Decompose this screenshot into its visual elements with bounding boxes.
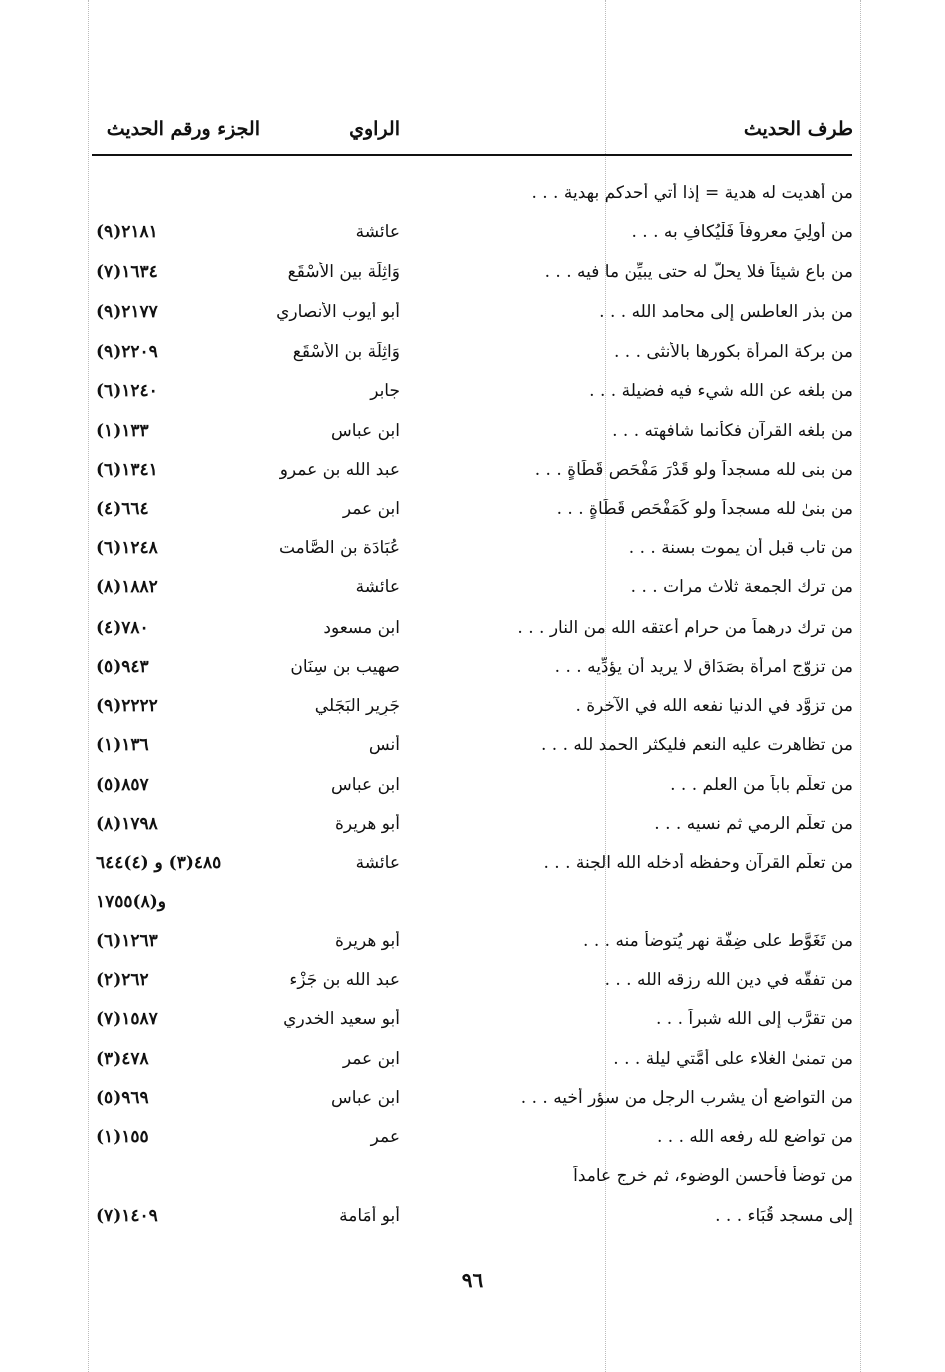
narrator-name: ابن عباس <box>330 421 400 441</box>
hadith-reference: ١٢٤٠(٦) <box>96 381 158 401</box>
hadith-text: من تمنىٰ الغلاء على أُمَّتي ليلة . . . <box>613 1049 853 1069</box>
hadith-reference: ٤٨٥(٣) و (٤)٦٤٤ <box>96 853 222 873</box>
table-row <box>0 1043 945 1077</box>
hadith-reference: ٤٧٨(٣) <box>96 1049 149 1069</box>
hadith-reference: ٩٦٩(٥) <box>96 1088 149 1108</box>
hadith-text: من توضأ فأحسن الوضوء، ثم خرج عامداً <box>573 1166 853 1186</box>
table-row <box>0 415 945 449</box>
hadith-text: من بنىٰ لله مسجداً ولو كَمَفْحَصِ قَطَاةٍ . . . <box>556 499 853 519</box>
table-row <box>0 216 945 250</box>
hadith-reference: ١٣٦(١) <box>96 735 149 755</box>
hadith-text: من تزوَّد في الدنيا نفعه الله في الآخرة . <box>575 696 853 716</box>
hadith-reference: ١٤٠٩(٧) <box>96 1206 158 1226</box>
table-row <box>0 690 945 724</box>
hadith-text: من ترك الجمعة ثلاث مرات . . . <box>630 577 853 597</box>
table-row <box>0 296 945 330</box>
narrator-name: أبو أُمَامة <box>339 1206 400 1226</box>
hadith-text: من تَغَوَّط على ضِفَّة نهر يُتوضأ منه . . . <box>583 931 853 951</box>
hadith-reference: ١٣٤١(٦) <box>96 460 158 480</box>
table-row <box>0 454 945 488</box>
narrator-name: عبد الله بن عمرو <box>279 460 400 480</box>
hadith-reference: ٨٥٧(٥) <box>96 775 149 795</box>
page-number: ٩٦ <box>461 1268 484 1292</box>
hadith-text: من تعلَّم باباً من العلم . . . <box>670 775 853 795</box>
hadith-text: إلى مسجد قُبَاء . . . <box>715 1206 853 1226</box>
hadith-reference: و(٨)١٧٥٥ <box>96 892 166 912</box>
column-header-reference: الجزء ورقم الحديث <box>106 118 260 140</box>
narrator-name: ابن مسعود <box>323 618 400 638</box>
narrator-name: ابن عباس <box>330 775 400 795</box>
table-row <box>0 651 945 685</box>
table-row <box>0 729 945 763</box>
hadith-text: من بذر العاطس إلى محامد الله . . . <box>599 302 853 322</box>
narrator-name: جابر <box>370 381 400 401</box>
table-row <box>0 964 945 998</box>
narrator-name: عمر <box>370 1127 400 1147</box>
hadith-text: من باع شيئاً فلا يحلُّ له حتى يبيِّن ما فيه . . . <box>544 262 853 282</box>
hadith-text: من تفقَّه في دين الله رزقه الله . . . <box>604 970 853 990</box>
narrator-name: عائشة <box>355 577 400 597</box>
hadith-text: من التواضع أن يشرب الرجل من سؤر أخيه . . . <box>520 1088 853 1108</box>
hadith-reference: ٢٢٠٩(٩) <box>96 342 158 362</box>
hadith-text: من بركة المرأة بكورها بالأنثى . . . <box>613 342 853 362</box>
hadith-reference: ٢١٨١(٩) <box>96 222 158 242</box>
hadith-text: من تواضع لله رفعه الله . . . <box>656 1127 853 1147</box>
hadith-reference: ٢١٧٧(٩) <box>96 302 158 322</box>
table-row <box>0 847 945 881</box>
narrator-name: وَاثِلَة بن الأَسْقَع <box>292 342 400 362</box>
table-row <box>0 808 945 842</box>
narrator-name: أبو أيوب الأنصاري <box>276 302 400 322</box>
hadith-text: من بنى لله مسجداً ولو قَدْرَ مَفْحَصِ قَطَاةٍ . . . <box>534 460 853 480</box>
hadith-reference: ١٦٣٤(٧) <box>96 262 158 282</box>
narrator-name: ابن عباس <box>330 1088 400 1108</box>
narrator-name: صهيب بن سِنَان <box>290 657 400 677</box>
table-row <box>0 336 945 370</box>
table-row <box>0 256 945 290</box>
hadith-reference: ١٥٥(١) <box>96 1127 149 1147</box>
narrator-name: عائشة <box>355 853 400 873</box>
hadith-text: من أُولِيَ معروفاً فَلْيُكافِ به . . . <box>631 222 853 242</box>
hadith-text: من أهديت له هدية = إذا أُتي أحدكم بهدية . . . <box>531 183 853 203</box>
hadith-text: من تاب قبل أن يموت بسنة . . . <box>628 538 853 558</box>
narrator-name: ابن عمر <box>342 499 400 519</box>
table-row <box>0 571 945 605</box>
hadith-reference: ١٥٨٧(٧) <box>96 1009 158 1029</box>
narrator-name: أبو سعيد الخدري <box>283 1009 400 1029</box>
narrator-name: ابن عمر <box>342 1049 400 1069</box>
narrator-name: جَرِير البَجَلي <box>314 696 400 716</box>
narrator-name: وَاثِلَة بين الأَسْقَع <box>287 262 400 282</box>
hadith-text: من بلغه عن الله شيء فيه فضيلة . . . <box>589 381 853 401</box>
table-row <box>0 493 945 527</box>
hadith-text: من ترك درهماً من حرام أعتقه الله من النار . . . <box>517 618 853 638</box>
hadith-reference: ١٢٤٨(٦) <box>96 538 158 558</box>
table-row <box>0 886 945 920</box>
table-row <box>0 1160 945 1194</box>
narrator-name: عائشة <box>355 222 400 242</box>
hadith-text: من تظاهرت عليه النعم فليكثر الحمد لله . . . <box>541 735 853 755</box>
hadith-text: من تقرَّب إلى الله شبراً . . . <box>656 1009 853 1029</box>
table-row <box>0 769 945 803</box>
table-row <box>0 177 945 211</box>
table-row <box>0 375 945 409</box>
table-row <box>0 1003 945 1037</box>
table-row <box>0 1082 945 1116</box>
hadith-reference: ١٣٣(١) <box>96 421 149 441</box>
table-row <box>0 1121 945 1155</box>
hadith-reference: ١٧٩٨(٨) <box>96 814 158 834</box>
hadith-text: من تعلَّم القرآن وحفظه أدخله الله الجنة . . . <box>543 853 853 873</box>
hadith-reference: ٦٦٤(٤) <box>96 499 149 519</box>
narrator-name: أبو هريرة <box>334 931 400 951</box>
header-rule <box>92 154 852 156</box>
table-row <box>0 612 945 646</box>
table-row <box>0 1200 945 1234</box>
narrator-name: عُبَادَة بن الصَّامت <box>278 538 400 558</box>
hadith-reference: ٧٨٠(٤) <box>96 618 149 638</box>
hadith-reference: ٩٤٣(٥) <box>96 657 149 677</box>
column-header-narrator: الراوي <box>349 118 400 140</box>
hadith-reference: ١٢٦٣(٦) <box>96 931 158 951</box>
narrator-name: أبو هريرة <box>334 814 400 834</box>
narrator-name: عبد الله بن جَزْء <box>289 970 400 990</box>
column-header-hadith: طرف الحديث <box>743 118 853 140</box>
hadith-text: من تزوّج امرأة بصَدَاق لا يريد أن يؤدِّيه . . . <box>554 657 853 677</box>
hadith-reference: ١٨٨٢(٨) <box>96 577 158 597</box>
table-row <box>0 925 945 959</box>
hadith-text: من تعلَّم الرمي ثم نسيه . . . <box>654 814 853 834</box>
hadith-reference: ٢٢٢٢(٩) <box>96 696 158 716</box>
hadith-text: من بلغه القرآن فكأنما شافهته . . . <box>612 421 853 441</box>
table-row <box>0 532 945 566</box>
hadith-reference: ٢٦٢(٢) <box>96 970 149 990</box>
narrator-name: أنس <box>368 735 400 755</box>
